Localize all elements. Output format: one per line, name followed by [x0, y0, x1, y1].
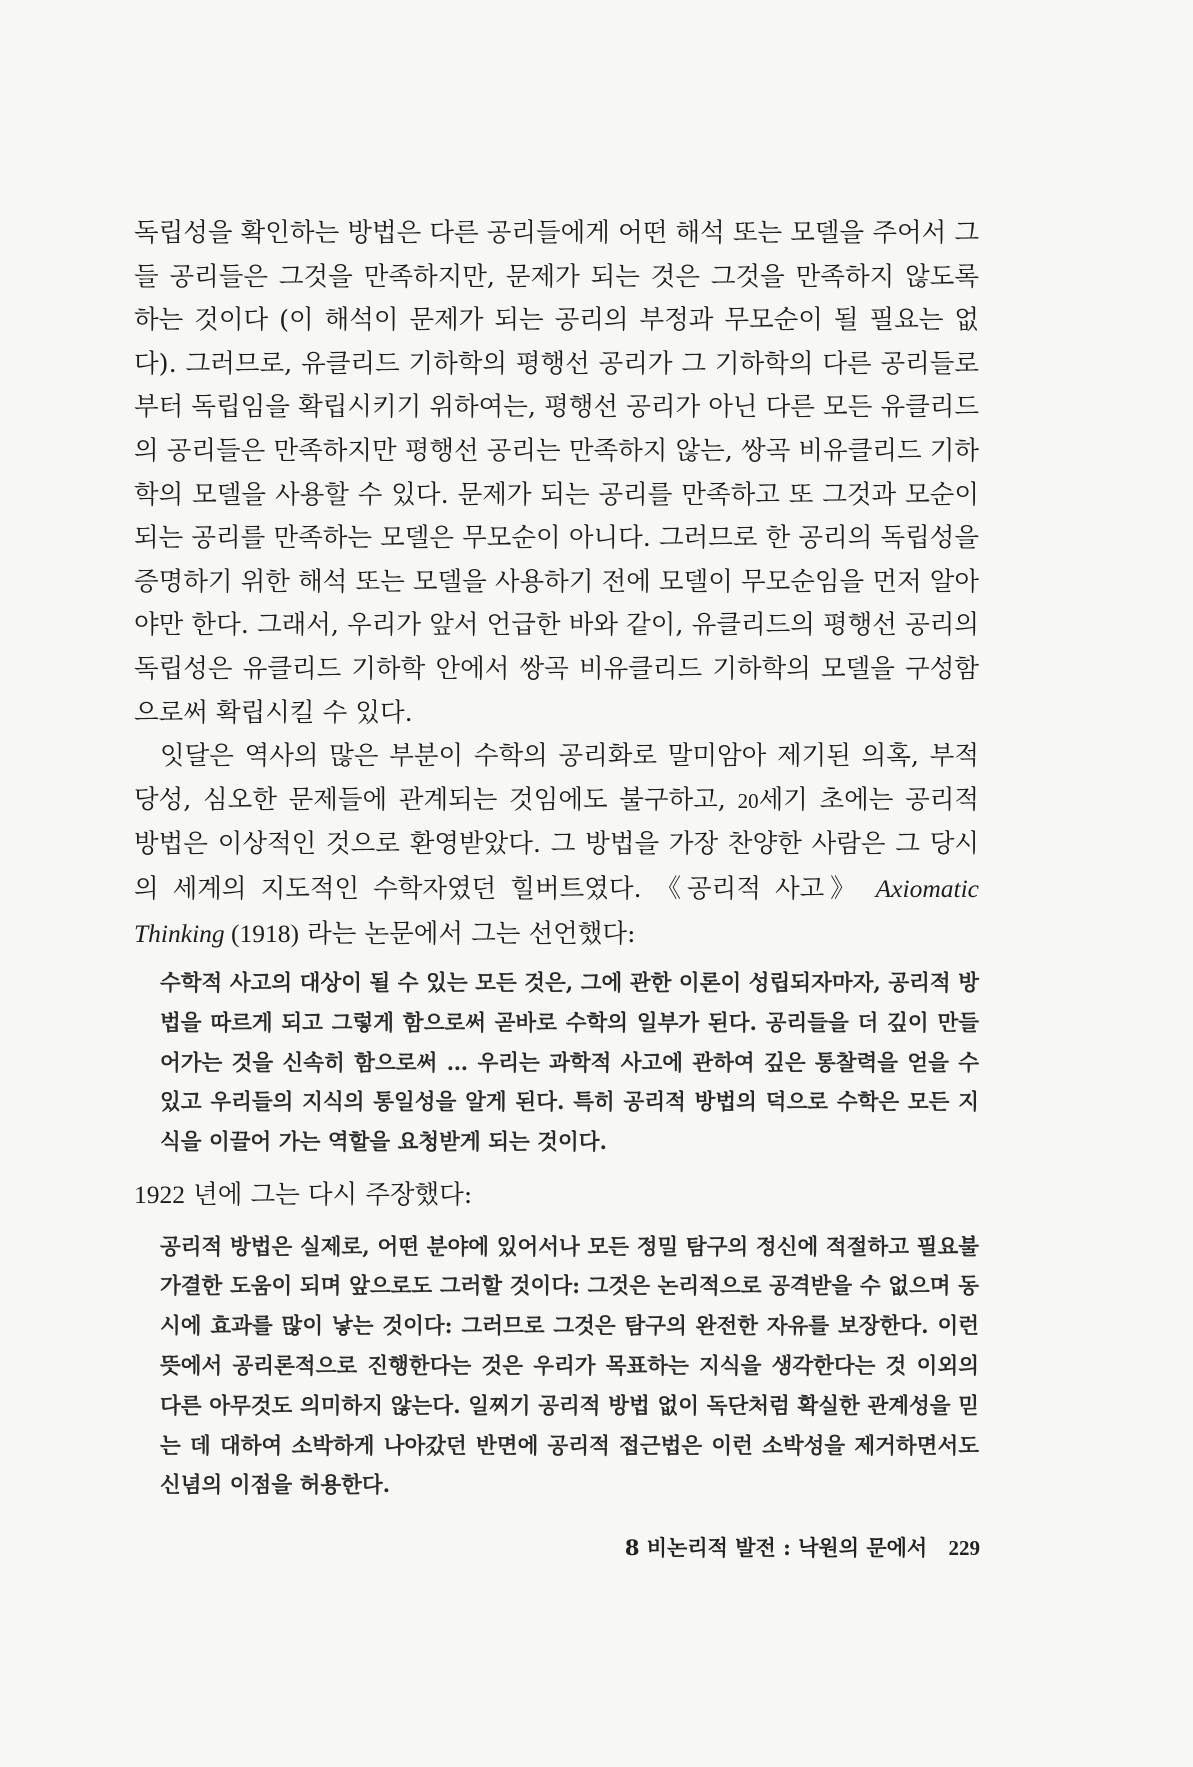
paragraph-1: 독립성을 확인하는 방법은 다른 공리들에게 어떤 해석 또는 모델을 주어서 그들 공리들은 그것을 만족하지만, 문제가 되는 것은 그것을 만족하지 않도록 하는 것이다 (이 해석이 문제가 되는 공리의 부정과 무모순이 될 필요는 없다). 그러므로, 유클리드 기하학의 평행선 공리가 그 기하학의 다른 공리들로부터 독립임을 확립시키기 위하여는, 평행선 공리가 아닌 다른 모든 유클리드의 공리들은 만족하지만 평행선 공리는 만족하지 않는, 쌍곡 비유클리드 기하학의 모델을 사용할 수 있다. 문제가 되는 공리를 만족하고 또 그것과 모순이 되는 공리를 만족하는 모델은 무모순이 아니다. 그러므로 한 공리의 독립성을 증명하기 위한 해석 또는 모델을 사용하기 전에 모델이 무모순임을 먼저 알아야만 한다. 그래서, 우리가 앞서 언급한 바와 같이, 유클리드의 평행선 공리의 독립성은 유클리드 기하학 안에서 쌍곡 비유클리드 기하학의 모델을 구성함으로써 확립시킬 수 있다. [134, 218, 979, 728]
running-head: 8 비논리적 발전 : 낙원의 문에서 [624, 1535, 928, 1560]
paragraph-2-part-c: 라는 논문에서 그는 선언했다: [299, 918, 636, 949]
paragraph-2-part-a: 잇달은 역사의 많은 부분이 수학의 공리화로 말미암아 제기된 의혹, 부적당성, 심오한 문제들에 관계되는 것임에도 불구하고, [134, 741, 979, 815]
year-line [134, 1173, 979, 1218]
paper-year: (1918) [224, 918, 300, 948]
year-line-text: 년에 그는 다시 주장했다: [185, 1180, 473, 1211]
year-number: 1922 [134, 1180, 185, 1210]
block-quote-1: 수학적 사고의 대상이 될 수 있는 모든 것은, 그에 관한 이론이 성립되자마자, 공리적 방법을 따르게 되고 그렇게 함으로써 곧바로 수학의 일부가 된다. 공리들을 더 깊이 만들어가는 것을 신속히 함으로써 … 우리는 과학적 사고에 관하여 깊은 통찰력을 얻을 수 있고 우리들의 지식의 통일성을 알게 된다. 특히 공리적 방법의 덕으로 수학은 모든 지식을 이끌어 가는 역할을 요청받게 되는 것이다. [160, 971, 979, 1156]
page-footer [540, 1532, 980, 1562]
block-quote-2: 공리적 방법은 실제로, 어떤 분야에 있어서나 모든 정밀 탐구의 정신에 적절하고 필요불가결한 도움이 되며 앞으로도 그러할 것이다: 그것은 논리적으로 공격받을 수 없으며 동시에 효과를 많이 낳는 것이다: 그러므로 그것은 탐구의 완전한 자유를 보장한다. 이런 뜻에서 공리론적으로 진행한다는 것은 우리가 목표하는 지식을 생각한다는 것 이외의 다른 아무것도 의미하지 않는다. 일찌기 공리적 방법 없이 독단처럼 확실한 관계성을 믿는 데 대하여 소박하게 나아갔던 반면에 공리적 접근법은 이런 소박성을 제거하면서도 신념의 이점을 허용한다. [160, 1234, 979, 1499]
paragraph-2 [134, 735, 979, 956]
century-number: 20 [737, 788, 759, 813]
paper-title: Axiomatic Thinking [134, 873, 979, 948]
page-body [134, 212, 979, 1512]
paragraph-2-part-b: 세기 초에는 공리적 방법은 이상적인 것으로 환영받았다. 그 방법을 가장 찬양한 사람은 그 당시의 세계의 지도적인 수학자였던 힐버트였다. 《공리적 사고》 [134, 784, 979, 904]
page-number: 229 [948, 1536, 980, 1560]
